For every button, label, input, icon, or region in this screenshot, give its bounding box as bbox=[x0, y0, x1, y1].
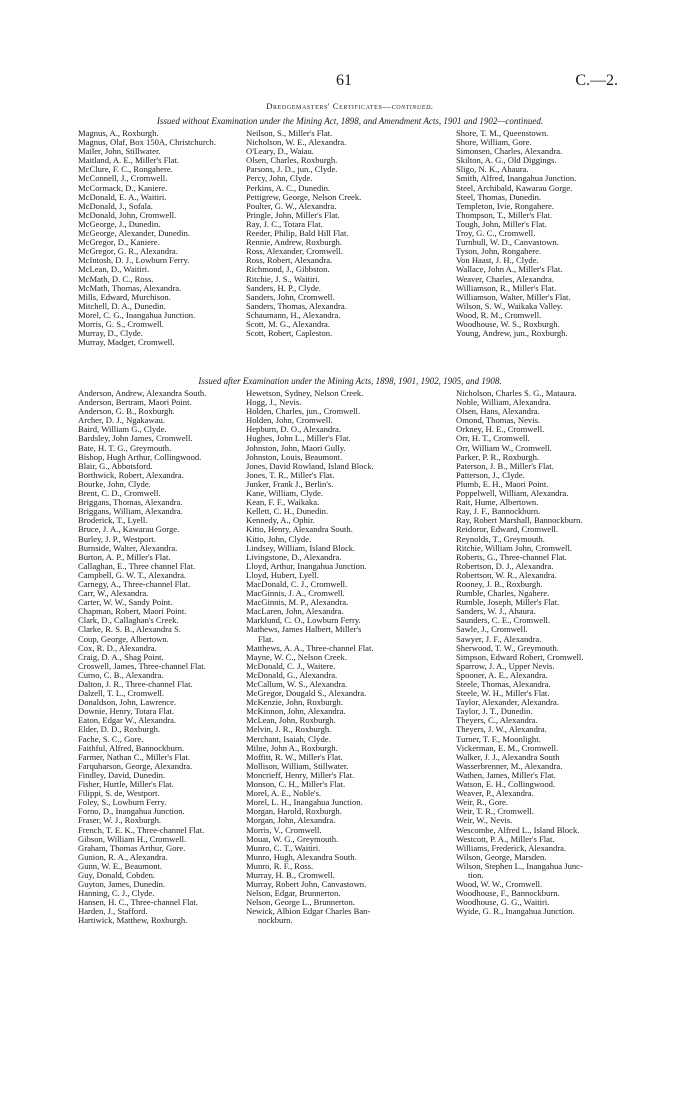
list-item: Morris, G. S., Cromwell. bbox=[78, 318, 164, 329]
list-item: Pringle, John, Miller's Flat. bbox=[246, 209, 340, 220]
list-item: Sanders, John, Cromwell. bbox=[246, 291, 335, 302]
list-item: Reynolds, T., Greymouth. bbox=[456, 533, 545, 544]
list-item: McGeorge, J., Dunedin. bbox=[78, 218, 161, 229]
title-suffix: continued. bbox=[391, 101, 434, 111]
list-item: Scott, Robert, Capleston. bbox=[246, 328, 333, 339]
list-item: Theyers, J. W., Alexandra. bbox=[456, 724, 547, 735]
list-item: Mitchell, D. A., Dunedin. bbox=[78, 300, 166, 311]
list-item: Sanders, Thomas, Alexandra. bbox=[246, 300, 347, 311]
list-item: French, T. E. K., Three-channel Flat. bbox=[78, 824, 205, 835]
list-item: Milne, John A., Roxburgh. bbox=[246, 742, 338, 753]
list-item: Bruce, J. A., Kawarau Gorge. bbox=[78, 524, 180, 535]
list-item: Bishop, Hugh Arthur, Collingwood. bbox=[78, 451, 202, 462]
list-item: Gunn, W. E., Beaumont. bbox=[78, 860, 163, 871]
list-item: Roberts, G., Three-channel Flat. bbox=[456, 551, 567, 562]
column bbox=[456, 389, 638, 926]
list-item: Patterson, J., Clyde. bbox=[456, 469, 525, 480]
list-item: Coup, George, Albertown. bbox=[78, 633, 169, 644]
list-item: Thompson, T., Miller's Flat. bbox=[456, 209, 552, 220]
list-item: Turnbull, W. D., Canvastown. bbox=[456, 237, 559, 248]
list-item: Cox, R. D., Alexandra. bbox=[78, 642, 157, 653]
list-item: Reidoror, Edward, Cromwell. bbox=[456, 524, 559, 535]
list-item: McLean, D., Waitiri. bbox=[78, 264, 150, 275]
list-item: Dalzell, T. L., Cromwell. bbox=[78, 688, 165, 699]
list-item: Ross, Robert, Alexandra. bbox=[246, 255, 333, 266]
list-item: Hansen, H. C., Three-channel Flat. bbox=[78, 897, 198, 908]
document-code: C.—2. bbox=[575, 72, 618, 89]
list-item: Anderson, Andrew, Alexandra South. bbox=[78, 388, 207, 398]
column bbox=[456, 129, 638, 347]
list-item: Callaghan, E., Three channel Flat. bbox=[78, 560, 196, 571]
list-item: Kellett, C. H., Dunedin. bbox=[246, 506, 329, 517]
list-item: Tyson, John, Rongahere. bbox=[456, 246, 542, 257]
list-item: McCormack, D., Kaniere. bbox=[78, 182, 168, 193]
list-item: Briggans, Thomas, Alexandra. bbox=[78, 497, 183, 508]
list-item: Wood, R. M., Cromwell. bbox=[456, 309, 542, 320]
list-item: Pettigrew, George, Nelson Creek. bbox=[246, 191, 362, 202]
list-item: Poppelwell, William, Alexandra. bbox=[456, 488, 569, 499]
list-item: Reeder, Philip, Bald Hill Flat. bbox=[246, 228, 349, 239]
list-item: Vickerman, E. M., Cromwell. bbox=[456, 742, 559, 753]
list-item: Sawle, J., Cromwell. bbox=[456, 624, 528, 635]
list-item: Matthews, A. A., Three-channel Flat. bbox=[246, 642, 374, 653]
list-item: Weaver, Charles, Alexandra. bbox=[456, 273, 554, 284]
list-item: Spooner, A. E., Alexandra. bbox=[456, 669, 548, 680]
list-item: Orkney, H. E., Cromwell. bbox=[456, 424, 545, 435]
list-item: MacLaren, John, Alexandra. bbox=[246, 606, 344, 617]
list-item: Fache, S. C., Gore. bbox=[78, 733, 144, 744]
page-number: 61 bbox=[336, 72, 352, 89]
list-item: Young, Andrew, jun., Roxburgh. bbox=[456, 328, 568, 339]
list-item: Sligo, N. K., Ahaura. bbox=[456, 164, 529, 175]
list-item: Gunion, R. A., Alexandra. bbox=[78, 851, 168, 862]
list-item: Marklund, C. O., Lowburn Ferry. bbox=[246, 615, 361, 626]
list-item: Williamson, Walter, Miller's Flat. bbox=[456, 291, 571, 302]
list-item: Nicholson, Charles S. G., Mataura. bbox=[456, 388, 577, 398]
list-item: Downie, Henry, Totara Flat. bbox=[78, 706, 175, 717]
list-item: Guy, Donald, Cobden. bbox=[78, 869, 156, 880]
list-item: Borthwick, Robert, Alexandra. bbox=[78, 469, 184, 480]
list-item: Hewetson, Sydney, Nelson Creek. bbox=[246, 388, 364, 398]
list-item: Olsen, Hans, Alexandra. bbox=[456, 406, 540, 417]
list-item: Jones, David Rowland, Island Block. bbox=[246, 460, 374, 471]
list-item: Rait, Hume, Albertown. bbox=[456, 497, 539, 508]
list-item: McDonald, J., Sofala. bbox=[78, 200, 153, 211]
list-item: Campbell, G. W. T., Alexandra. bbox=[78, 569, 187, 580]
list-item: Brent, C. D., Cromwell. bbox=[78, 488, 161, 499]
list-item: Blair, G., Abbotsford. bbox=[78, 460, 153, 471]
list-item: Fraser, W. J., Roxburgh. bbox=[78, 815, 162, 826]
list-item: Kitto, John, Clyde. bbox=[246, 533, 312, 544]
list-item: Mills, Edward, Murchison. bbox=[78, 291, 171, 302]
list-item: Theyers, C., Alexandra. bbox=[456, 715, 538, 726]
list-item: Omond, Thomas, Nevis. bbox=[456, 415, 541, 426]
list-item: Farmer, Nathan C., Miller's Flat. bbox=[78, 751, 190, 762]
list-item: Parker, P. R., Roxburgh. bbox=[456, 451, 540, 462]
list-item: Mouat, W. G., Greymouth. bbox=[246, 833, 339, 844]
column bbox=[78, 389, 246, 926]
list-item: Robertson, W. R., Alexandra. bbox=[456, 569, 557, 580]
list-item: Weir, W., Nevis. bbox=[456, 815, 513, 826]
list-item: McKinnon, John, Alexandra. bbox=[246, 706, 346, 717]
list-item: Briggans, William, Alexandra. bbox=[78, 506, 183, 517]
list-item: Baird, William G., Clyde. bbox=[78, 424, 167, 435]
list-item: Weaver, P., Alexandra. bbox=[456, 788, 534, 799]
list-item: Olsen, Charles, Roxburgh. bbox=[246, 155, 338, 166]
list-item: Westcott, P. A., Miller's Flat. bbox=[456, 833, 555, 844]
list-item: Burley, J. P., Westport. bbox=[78, 533, 156, 544]
list-item: Kean, F. F., Waikaka. bbox=[246, 497, 320, 508]
list-item: MacGinnis, M. P., Alexandra. bbox=[246, 597, 349, 608]
list-item: tion. bbox=[468, 869, 484, 880]
list-item: Ray, Robert Marshall, Bannockburn. bbox=[456, 515, 583, 526]
list-item: Simpson, Edward Robert, Cromwell. bbox=[456, 651, 584, 662]
list-item: Hogg, J., Nevis. bbox=[246, 397, 302, 408]
list-item: Filippi, S. de, Westport. bbox=[78, 788, 160, 799]
list-item: Mayne, W. C., Nelson Creek. bbox=[246, 651, 347, 662]
list-item: Williamson, R., Miller's Flat. bbox=[456, 282, 557, 293]
list-item: Orr, William W., Cromwell. bbox=[456, 442, 552, 453]
list-item: Lindsey, William, Island Block. bbox=[246, 542, 356, 553]
list-item: Wasserbrenner, M., Alexandra. bbox=[456, 760, 563, 771]
list-item: Von Haast, J. H., Clyde. bbox=[456, 255, 539, 266]
list-item: Percy, John, Clyde. bbox=[246, 173, 313, 184]
list-item: Craig, D. A., Shag Point. bbox=[78, 651, 164, 662]
section1-columns bbox=[78, 129, 638, 347]
section-title: Dredgemasters' Certificates—continued. bbox=[266, 101, 434, 111]
list-item: Wilson, S. W., Waikaka Valley. bbox=[456, 300, 563, 311]
list-item: Wathen, James, Miller's Flat. bbox=[456, 769, 556, 780]
list-item: McMath, Thomas, Alexandra. bbox=[78, 282, 182, 293]
list-item: Schaumann, H., Alexandra. bbox=[246, 309, 341, 320]
list-item: Faithful, Alfred, Bannockburn. bbox=[78, 742, 185, 753]
list-item: Nicholson, W. E., Alexandra. bbox=[246, 137, 347, 148]
list-item: Sherwood, T. W., Greymouth. bbox=[456, 642, 559, 653]
list-item: Munro, C. T., Waitiri. bbox=[246, 842, 321, 853]
list-item: Lloyd, Hubert, Lyell. bbox=[246, 569, 319, 580]
list-item: Nelson, George L., Brunnerton. bbox=[246, 897, 355, 908]
list-item: Clarke, R. S. B., Alexandra S. bbox=[78, 624, 181, 635]
list-item: Wilson, George, Marsden. bbox=[456, 851, 547, 862]
list-item: Anderson, G. B., Roxburgh. bbox=[78, 406, 175, 417]
list-item: Woodhouse, W. S., Roxburgh. bbox=[456, 318, 560, 329]
list-item: Morgan, John, Alexandra. bbox=[246, 815, 336, 826]
list-item: Johnston, John, Maori Gully. bbox=[246, 442, 346, 453]
list-item: Livingstone, D., Alexandra. bbox=[246, 551, 342, 562]
list-item: Watson, E. H., Collingwood. bbox=[456, 779, 556, 790]
list-item: Rumble, Joseph, Miller's Flat. bbox=[456, 597, 560, 608]
list-item: Sanders, H. P., Clyde. bbox=[246, 282, 321, 293]
list-item: Fisher, Hurtle, Miller's Flat. bbox=[78, 779, 174, 790]
list-item: Bardsley, John James, Cromwell. bbox=[78, 433, 193, 444]
list-item: Chapman, Robert, Maori Point. bbox=[78, 606, 187, 617]
list-item: Saunders, C. E., Cromwell. bbox=[456, 615, 551, 626]
list-item: Morel, A. E., Noble's. bbox=[246, 788, 322, 799]
list-item: McDonald, John, Cromwell. bbox=[78, 209, 177, 220]
page-header bbox=[0, 72, 700, 92]
list-item: Carter, W. W., Sandy Point. bbox=[78, 597, 173, 608]
list-item: McGregor, Dougald S., Alexandra. bbox=[246, 688, 367, 699]
list-item: Ross, Alexander, Cromwell. bbox=[246, 246, 343, 257]
list-item: Carr, W., Alexandra. bbox=[78, 588, 149, 599]
list-item: McGeorge, Alexander, Dunedin. bbox=[78, 228, 190, 239]
list-item: Robertson, D. J., Alexandra. bbox=[456, 560, 554, 571]
column bbox=[78, 129, 246, 347]
list-item: Shore, T. M., Queenstown. bbox=[456, 128, 549, 138]
list-item: Sawyer, J. F., Alexandra. bbox=[456, 633, 542, 644]
list-item: Holden, Charles, jun., Cromwell. bbox=[246, 406, 361, 417]
list-item: Troy, G. C., Cromwell. bbox=[456, 228, 536, 239]
list-item: Richmond, J., Gibbston. bbox=[246, 264, 330, 275]
section2-heading: Issued after Examination under the Mining Acts, 1898, 1901, 1902, 1905, and 1908. bbox=[198, 376, 502, 386]
list-item: Elder, D. D., Roxburgh. bbox=[78, 724, 161, 735]
list-item: Simonsen, Charles, Alexandra. bbox=[456, 146, 563, 157]
list-item: Steele, W. H., Miller's Flat. bbox=[456, 688, 550, 699]
list-item: Munro, Hugh, Alexandra South. bbox=[246, 851, 357, 862]
list-item: Monson, C. H., Miller's Flat. bbox=[246, 779, 346, 790]
list-item: Clark, D., Callaghan's Creek. bbox=[78, 615, 179, 626]
list-item: Hughes, John L., Miller's Flat. bbox=[246, 433, 351, 444]
list-item: Mollison, William, Stillwater. bbox=[246, 760, 349, 771]
list-item: Junker, Frank J., Berlin's. bbox=[246, 478, 334, 489]
list-item: Moffitt, R. W., Miller's Flat. bbox=[246, 751, 343, 762]
list-item: Kennedy, A., Ophir. bbox=[246, 515, 315, 526]
list-item: Murray, D., Clyde. bbox=[78, 328, 143, 339]
list-item: Flat. bbox=[258, 633, 274, 644]
list-item: Hepburn, D. O., Alexandra. bbox=[246, 424, 341, 435]
list-item: Ritchie, William John, Cromwell. bbox=[456, 542, 572, 553]
list-item: Skilton, A. G., Old Diggings. bbox=[456, 155, 557, 166]
list-item: Hartiwick, Matthew, Roxburgh. bbox=[78, 915, 188, 926]
column bbox=[246, 389, 456, 926]
list-item: Wyide, G. R., Inangahua Junction. bbox=[456, 906, 575, 917]
list-item: Taylor, J. T., Dunedin. bbox=[456, 706, 533, 717]
list-item: Foley, S., Lowburn Ferry. bbox=[78, 797, 167, 808]
list-item: Scott, M. G., Alexandra. bbox=[246, 318, 331, 329]
list-item: Jones, T. R., Miller's Flat. bbox=[246, 469, 335, 480]
list-item: MacDonald, C. J., Cromwell. bbox=[246, 578, 348, 589]
list-item: Forno, D., Inangahua Junction. bbox=[78, 806, 185, 817]
list-item: Paterson, J. B., Miller's Flat. bbox=[456, 460, 554, 471]
list-item: Eaton, Edgar W., Alexandra. bbox=[78, 715, 177, 726]
list-item: Parsons, J. D., jun., Clyde. bbox=[246, 164, 338, 175]
list-item: McLean, John, Roxburgh. bbox=[246, 715, 336, 726]
list-item: Wilson, Stephen L., Inangahua Junc- bbox=[456, 860, 583, 871]
list-item: Neilson, S., Miller's Flat. bbox=[246, 128, 333, 138]
list-item: Woodhouse, F., Bannockburn. bbox=[456, 888, 560, 899]
list-item: McGregor, D., Kaniere. bbox=[78, 237, 160, 248]
list-item: Perkins, A. C., Dunedin. bbox=[246, 182, 331, 193]
list-item: Curno, C. B., Alexandra. bbox=[78, 669, 164, 680]
list-item: Weir, R., Gore. bbox=[456, 797, 508, 808]
list-item: Ritchie, J. S., Waitiri. bbox=[246, 273, 320, 284]
list-item: Moncrieff, Henry, Miller's Flat. bbox=[246, 769, 355, 780]
list-item: Kane, William, Clyde. bbox=[246, 488, 324, 499]
list-item: Mailer, John, Stillwater. bbox=[78, 146, 161, 157]
list-item: Bourke, John, Clyde. bbox=[78, 478, 151, 489]
list-item: MacGinnis, J. A., Cromwell. bbox=[246, 588, 345, 599]
section2-columns bbox=[78, 389, 638, 926]
list-item: Carnegy, A., Three-channel Flat. bbox=[78, 578, 191, 589]
list-item: Poulter, G. W., Alexandra. bbox=[246, 200, 337, 211]
list-item: Johnston, Louis, Beaumont. bbox=[246, 451, 343, 462]
list-item: Munro, R. F., Ross. bbox=[246, 860, 314, 871]
list-item: Ray, J. F., Bannockburn. bbox=[456, 506, 541, 517]
list-item: Archer, D. J., Ngakawau. bbox=[78, 415, 165, 426]
list-item: Murray, Madget, Cromwell. bbox=[78, 337, 175, 348]
list-item: Broderick, T., Lyell. bbox=[78, 515, 148, 526]
list-item: Lloyd, Arthur, Inangahua Junction. bbox=[246, 560, 367, 571]
list-item: Gibson, William H., Cromwell. bbox=[78, 833, 187, 844]
list-item: Bate, H. T. G., Greymouth. bbox=[78, 442, 172, 453]
list-item: McDonald, C. J., Waitere. bbox=[246, 660, 336, 671]
column bbox=[246, 129, 456, 347]
list-item: Hanning, C. J., Clyde. bbox=[78, 888, 155, 899]
title-text: Dredgemasters' Certificates bbox=[266, 101, 383, 111]
list-item: Orr, H. T., Cromwell. bbox=[456, 433, 530, 444]
list-item: Morgan, Harold, Roxburgh. bbox=[246, 806, 342, 817]
list-item: Burnside, Walter, Alexandra. bbox=[78, 542, 178, 553]
list-item: Steele, Thomas, Alexandra. bbox=[456, 679, 551, 689]
list-item: Dalton, J. R., Three-channel Flat. bbox=[78, 679, 193, 689]
list-item: Kitto, Henry, Alexandra South. bbox=[246, 524, 353, 535]
list-item: Smith, Alfred, Inangahua Junction. bbox=[456, 173, 577, 184]
list-item: Ray, J. C., Totara Flat. bbox=[246, 218, 323, 229]
list-item: Weir, T. R., Cromwell. bbox=[456, 806, 534, 817]
list-item: Wallace, John A., Miller's Flat. bbox=[456, 264, 563, 275]
list-item: Anderson, Bertram, Maori Point. bbox=[78, 397, 192, 408]
list-item: Noble, William, Alexandra. bbox=[456, 397, 551, 408]
list-item: Templeton, Ivie, Rongahere. bbox=[456, 200, 554, 211]
list-item: Steel, Thomas, Dunedin. bbox=[456, 191, 542, 202]
list-item: Rooney, J. B., Roxburgh. bbox=[456, 578, 543, 589]
list-item: Sparrow, J. A., Upper Nevis. bbox=[456, 660, 555, 671]
list-item: Morel, C. G., Inangahua Junction. bbox=[78, 309, 196, 320]
list-item: Shore, William, Gore. bbox=[456, 137, 532, 148]
list-item: Maitland, A. E., Miller's Flat. bbox=[78, 155, 180, 166]
list-item: Turner, T. F., Moonlight. bbox=[456, 733, 541, 744]
list-item: Mathews, James Halbert, Miller's bbox=[246, 624, 362, 635]
list-item: Rennie, Andrew, Roxburgh. bbox=[246, 237, 342, 248]
list-item: Merchant, Isaiah, Clyde. bbox=[246, 733, 331, 744]
list-item: Croswell, James, Three-channel Flat. bbox=[78, 660, 206, 671]
list-item: Graham, Thomas Arthur, Gore. bbox=[78, 842, 186, 853]
list-item: Burton, A. P., Miller's Flat. bbox=[78, 551, 171, 562]
list-item: O'Leary, D., Waiau. bbox=[246, 146, 314, 157]
list-item: Wescombe, Alfred L., Island Block. bbox=[456, 824, 580, 835]
list-item: Holden, John, Cromwell. bbox=[246, 415, 333, 426]
list-item: Morel, L. H., Inangahua Junction. bbox=[246, 797, 363, 808]
list-item: Donaldson, John, Lawrence. bbox=[78, 697, 177, 708]
list-item: Sanders, W. J., Ahaura. bbox=[456, 606, 536, 617]
list-item: McConnell, J., Cromwell. bbox=[78, 173, 168, 184]
list-item: Melvin, J. R., Roxburgh. bbox=[246, 724, 332, 735]
list-item: McDonald, G., Alexandra. bbox=[246, 669, 338, 680]
list-item: Steel, Archibald, Kawarau Gorge. bbox=[456, 182, 573, 193]
list-item: Harden, J., Stafford. bbox=[78, 906, 148, 917]
list-item: Guyton, James, Dunedin. bbox=[78, 879, 166, 890]
list-item: Murray, Robert John, Canvastown. bbox=[246, 879, 367, 890]
list-item: Morris, V., Cromwell. bbox=[246, 824, 322, 835]
list-item: McKenzie, John, Roxburgh. bbox=[246, 697, 343, 708]
list-item: McDonald, E. A., Waitiri. bbox=[78, 191, 167, 202]
list-item: Nelson, Edgar, Brunnerton. bbox=[246, 888, 341, 899]
list-item: Plumb, E. H., Maori Point. bbox=[456, 478, 549, 489]
list-item: Walker, J. J., Alexandra South bbox=[456, 751, 560, 762]
list-item: McCallum, W. S., Alexandra. bbox=[246, 679, 348, 689]
list-item: Tough, John, Miller's Flat. bbox=[456, 218, 547, 229]
list-item: Williams, Frederick, Alexandra. bbox=[456, 842, 567, 853]
list-item: Taylor, Alexander, Alexandra. bbox=[456, 697, 559, 708]
list-item: nockburn. bbox=[258, 915, 293, 926]
list-item: Magnus, Olaf, Box 150A, Christchurch. bbox=[78, 137, 216, 148]
list-item: Rumble, Charles, Ngahere. bbox=[456, 588, 550, 599]
list-item: McMath, D. C., Ross. bbox=[78, 273, 154, 284]
list-item: Magnus, A., Roxburgh. bbox=[78, 128, 159, 138]
list-item: McClure, F. C., Rongahere. bbox=[78, 164, 173, 175]
list-item: Newick, Albion Edgar Charles Ban- bbox=[246, 906, 371, 917]
list-item: Farquharson, George, Alexandra. bbox=[78, 760, 193, 771]
list-item: Murray, H. B., Cromwell. bbox=[246, 869, 335, 880]
section1-heading: Issued without Examination under the Mining Act, 1898, and Amendment Acts, 1901 and 1902—continued. bbox=[156, 116, 544, 126]
list-item: Findley, David, Dunedin. bbox=[78, 769, 166, 780]
list-item: McIntosh, D. J., Lowburn Ferry. bbox=[78, 255, 190, 266]
list-item: Woodhouse, G. G., Waitiri. bbox=[456, 897, 550, 908]
list-item: Wood, W. W., Cromwell. bbox=[456, 879, 543, 890]
list-item: McGregor, G. R., Alexandra. bbox=[78, 246, 178, 257]
